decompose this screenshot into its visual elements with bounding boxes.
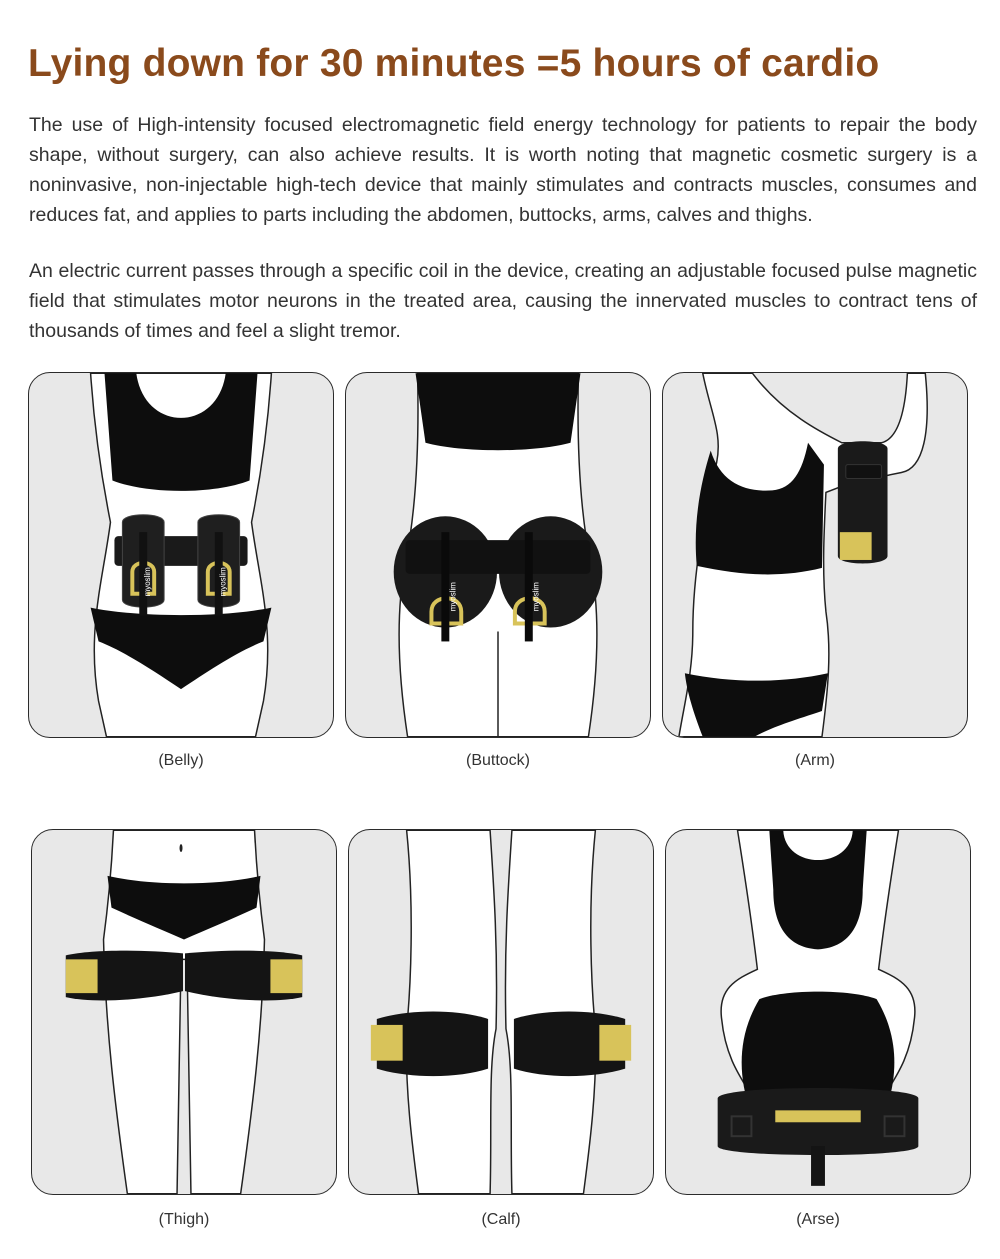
belly-label: (Belly) bbox=[158, 752, 204, 769]
buttock-label: (Buttock) bbox=[465, 752, 530, 769]
arm-illustration bbox=[663, 373, 967, 737]
belly-panel bbox=[28, 372, 334, 738]
calf-panel bbox=[348, 829, 654, 1195]
buttock-brand-left: myoslim bbox=[448, 582, 458, 612]
arse-panel bbox=[665, 829, 971, 1195]
thigh-illustration bbox=[32, 830, 336, 1194]
arm-label: (Arm) bbox=[795, 752, 835, 769]
buttock-panel bbox=[345, 372, 651, 738]
calf-illustration bbox=[349, 830, 653, 1194]
belly-brand-right: myoslim bbox=[218, 567, 228, 597]
thigh-label: (Thigh) bbox=[158, 1211, 210, 1228]
calf-label: (Calf) bbox=[481, 1211, 521, 1228]
arse-label: (Arse) bbox=[796, 1211, 840, 1228]
belly-brand-left: myoslim bbox=[143, 567, 153, 597]
arm-panel bbox=[662, 372, 968, 738]
arse-illustration bbox=[666, 830, 970, 1194]
buttock-brand-right: myoslim bbox=[531, 582, 541, 612]
thigh-panel bbox=[31, 829, 337, 1195]
intro-paragraph: The use of High-intensity focused electromagnetic field energy technology for patients to repair the body shape, without surgery, can also achieve results. It is worth noting that magnetic cosmetic surgery is a noninvasive, non-injectable high-tech device that mainly stimulates and contracts muscles, consumes and reduces fat, and applies to parts including the abdomen, buttocks, arms, calves and thighs. bbox=[29, 114, 977, 226]
belly-illustration bbox=[29, 373, 333, 737]
mechanism-paragraph: An electric current passes through a specific coil in the device, creating an adjustable focused pulse magnetic field that stimulates motor neurons in the treated area, causing the innervated muscles to contract tens of thousands of times and feel a slight tremor. bbox=[29, 260, 977, 342]
headline: Lying down for 30 minutes =5 hours of cardio bbox=[28, 42, 880, 85]
buttock-illustration bbox=[346, 373, 650, 737]
